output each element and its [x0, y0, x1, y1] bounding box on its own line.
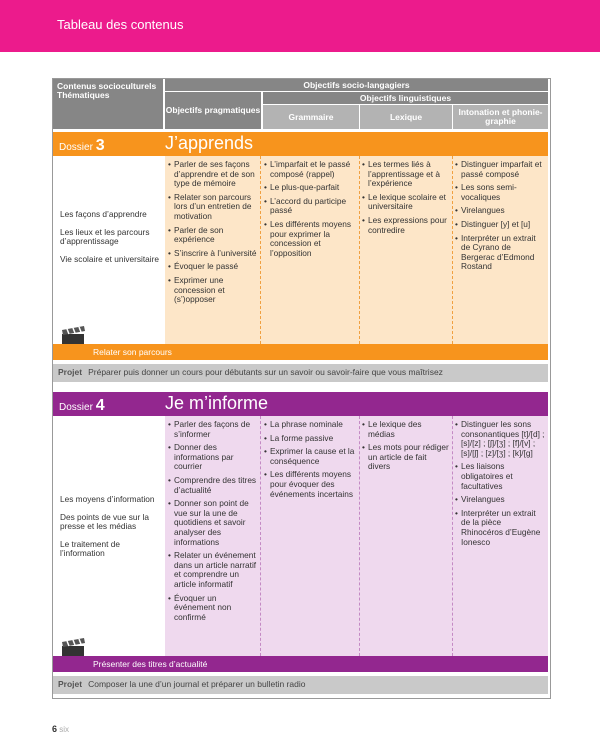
projet-label: Projet [58, 679, 83, 689]
top-banner [0, 0, 600, 52]
dossier-4-video-bar [53, 656, 548, 672]
list-item: • Le plus-que-parfait [264, 183, 356, 193]
list-item: • Les liaisons obligatoires et facultatives [455, 462, 545, 491]
dossier-3-bar [53, 132, 548, 156]
list-item: • Les mots pour rédiger un article de fait divers [362, 443, 450, 472]
dossier-4-lexicon [362, 420, 450, 476]
list-item: • Exprimer la cause et la conséquence [264, 447, 356, 466]
list-item: • La phrase nominale [264, 420, 356, 430]
list-item: • Exprimer une concession et (s’)opposer [168, 276, 258, 305]
list-item: • Le lexique des médias [362, 420, 450, 439]
theme-item: Les façons d’apprendre [60, 209, 147, 219]
list-item: • Virelangues [455, 206, 545, 216]
header-linguistic: Objectifs linguistiques [263, 92, 548, 104]
dossier-4-grammar [264, 420, 356, 503]
dossier-4-intonation [455, 420, 545, 551]
theme-item: Des points de vue sur la presse et les médias [60, 511, 150, 532]
header-lexicon: Lexique [360, 105, 452, 129]
list-item: • Distinguer les sons consonantiques [t]/[d] ; [s]/[z] ; [ʃ]/[ʒ] ; [f]/[v] ; [s]/[ʃ] ; [z]/[ʒ] ; [k]/[g] [455, 420, 545, 458]
dossier-3-video-bar [53, 344, 548, 360]
dossier-3-themes [60, 210, 160, 272]
list-item: • Les termes liés à l’apprentissage et à l’expérience [362, 160, 450, 189]
dossier-3-intonation [455, 160, 545, 276]
list-item: • Parler de ses façons d’apprendre et de son type de mémoire [168, 160, 258, 189]
header-socio: Objectifs socio-langagiers [165, 79, 548, 91]
list-item: • Évoquer le passé [168, 262, 258, 272]
list-item: • Les différents moyens pour exprimer la concession et l’opposition [264, 220, 356, 258]
header-pragmatic: Objectifs pragmatiques [165, 92, 261, 129]
clapperboard-icon [60, 326, 88, 346]
dossier-4-pragmatic [168, 420, 258, 626]
list-item: • Les expressions pour contredire [362, 216, 450, 235]
dossier-3-lexicon [362, 160, 450, 239]
list-item: • Évoquer un événement non confirmé [168, 594, 258, 623]
dossier-3-label: Dossier 3 [59, 137, 105, 154]
dossier-4-projet [53, 676, 548, 694]
dossier-4-bar [53, 392, 548, 416]
list-item: • L’accord du participe passé [264, 197, 356, 216]
clapperboard-icon [60, 638, 88, 658]
list-item: • Relater un événement dans un article narratif et comprendre un article informatif [168, 551, 258, 589]
list-item: • L’imparfait et le passé composé (rappel) [264, 160, 356, 179]
projet-text: Composer la une d’un journal et préparer un bulletin radio [88, 679, 306, 689]
list-item: • Distinguer imparfait et passé composé [455, 160, 545, 179]
header-themes [53, 79, 163, 129]
theme-item: Le traitement de l’information [60, 538, 120, 559]
header-intonation: Intonation et phonie-graphie [453, 105, 548, 129]
dossier-4-title: Je m’informe [165, 393, 269, 413]
theme-item: Les moyens d’information [60, 494, 155, 504]
page-number: 6 six [52, 724, 70, 734]
list-item: • Le lexique scolaire et universitaire [362, 193, 450, 212]
page-title: Tableau des contenus [57, 17, 184, 32]
projet-text: Préparer puis donner un cours pour débutants sur un savoir ou savoir-faire que vous maîtrisez [88, 367, 443, 377]
list-item: • Les sons semi-vocaliques [455, 183, 545, 202]
dossier-3-pragmatic [168, 160, 258, 309]
header-grammar: Grammaire [263, 105, 359, 129]
list-item: • Interpréter un extrait de Cyrano de Bergerac d’Edmond Rostand [455, 234, 545, 272]
dossier-4-label: Dossier 4 [59, 397, 105, 414]
list-item: • La forme passive [264, 434, 356, 444]
theme-item: Les lieux et les parcours d’apprentissage [60, 226, 150, 247]
video-label: Présenter des titres d’actualité [93, 659, 208, 669]
list-item: • Comprendre des titres d’actualité [168, 476, 258, 495]
dossier-3-grammar [264, 160, 356, 262]
list-item: • Virelangues [455, 495, 545, 505]
list-item: • Donner son point de vue sur la une de quotidiens et savoir analyser des informations [168, 499, 258, 547]
list-item: • S’inscrire à l’université [168, 249, 258, 259]
list-item: • Relater son parcours lors d’un entretien de motivation [168, 193, 258, 222]
list-item: • Interpréter un extrait de la pièce Rhinocéros d’Eugène Ionesco [455, 509, 545, 547]
list-item: • Donner des informations par courrier [168, 443, 258, 472]
video-label: Relater son parcours [93, 347, 172, 357]
projet-label: Projet [58, 367, 83, 377]
theme-item: Vie scolaire et universitaire [60, 253, 159, 264]
dossier-4-themes [60, 495, 160, 567]
list-item: • Parler de son expérience [168, 226, 258, 245]
header-themes-label: Contenus socioculturels Thématiques [57, 81, 157, 100]
list-item: • Parler des façons de s’informer [168, 420, 258, 439]
list-item: • Les différents moyens pour évoquer des événements incertains [264, 470, 356, 499]
dossier-3-projet [53, 364, 548, 382]
dossier-3-title: J’apprends [165, 133, 254, 153]
list-item: • Distinguer [y] et [u] [455, 220, 545, 230]
